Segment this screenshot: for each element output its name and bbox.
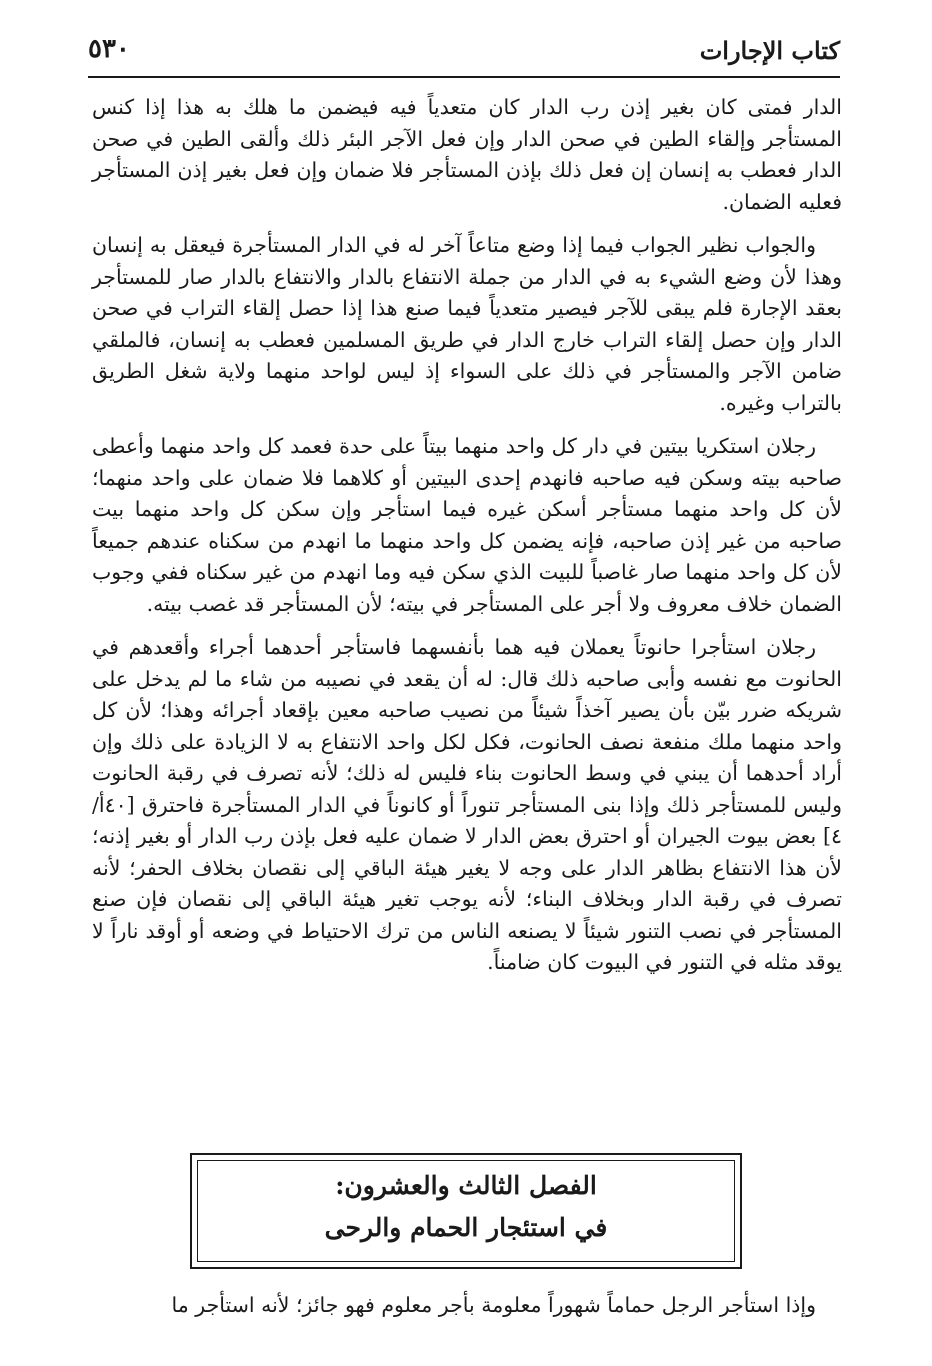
paragraph-2: والجواب نظير الجواب فيما إذا وضع متاعاً آخر له في الدار المستأجرة فيعقل به إنسان وهذا لأن وضع الشيء به في الدار من جملة الانتفاع بالدار والانتفاع بالدار صار للمستأجر بعقد الإجارة فلم يبقى للآجر فيصير متعدياً فيما صنع هذا إذا حصل إلقاء التراب في صحن الدار وإن حصل إلقاء التراب خارج الدار في طريق المسلمين فعطب به إنسان، فالملقي ضامن الآجر والمستأجر في ذلك على السواء إذ ليس لواحد منهما ولاية شغل الطريق بالتراب وغيره. — [92, 233, 842, 415]
page-number: ٥٣٠ — [88, 34, 130, 64]
chapter-title: في استئجار الحمام والرحى — [324, 1213, 608, 1242]
chapter-number: الفصل الثالث والعشرون: — [335, 1171, 597, 1200]
paragraph-1: الدار فمتى كان بغير إذن رب الدار كان متعدياً فيه فيضمن ما هلك به هذا إذا كنس المستأجر وإلقاء الطين في صحن الدار وإن فعل الآجر البئر ذلك وألقى الطين في صحن الدار فعطب به إنسان إن فعل ذلك بإذن المستأجر فلا ضمان وإن فعل بغير إذن المستأجر فعليه الضمان. — [92, 95, 842, 214]
paragraph-3: رجلان استكريا بيتين في دار كل واحد منهما بيتاً على حدة فعمد كل واحد منهما وأعطى صاحبه بيته وسكن فيه صاحبه فانهدم إحدى البيتين أو كلاهما فلا ضمان على واحد منهما؛ لأن كل واحد منهما مستأجر أسكن غيره فيما استأجر وإن سكن كل واحد منهما بيت صاحبه من غير إذن صاحبه، فإنه يضمن كل واحد منهما ما انهدم من سكناه عندهم جميعاً لأن كل واحد منهما صار غاصباً للبيت الذي سكن فيه وما انهدم من غير سكناه ففي وجوب الضمان خلاف معروف ولا أجر على المستأجر في بيته؛ لأن المستأجر قد غصب بيته. — [92, 434, 842, 616]
running-header — [88, 30, 840, 72]
chapter-heading-box — [190, 1153, 742, 1269]
main-text — [92, 92, 842, 991]
header-divider — [88, 76, 840, 78]
book-title: كتاب الإجارات — [699, 36, 840, 65]
chapter-first-line: وإذا استأجر الرجل حماماً شهوراً معلومة بأجر معلوم فهو جائز؛ لأنه استأجر ما — [171, 1293, 816, 1317]
paragraph-4: رجلان استأجرا حانوتاً يعملان فيه هما بأنفسهما فاستأجر أحدهما أجراء وأقعدهم في الحانوت مع نفسه وأبى صاحبه ذلك قال: له أن يقعد في نصيبه من شاء ما لم يدخل على شريكه ضرر بيّن بأن يصير آخذاً شيئاً من نصيب صاحبه معين بإقعاد أجرائه وهذا؛ لأن كل واحد منهما ملك منفعة نصف الحانوت، فكل لكل واحد الانتفاع به لا الزيادة على ذلك وإن أراد أحدهما أن يبني في وسط الحانوت بناء فليس له ذلك؛ لأنه تصرف في رقبة الحانوت وليس للمستأجر ذلك وإذا بنى المستأجر تنوراً أو كانوناً في الدار المستأجرة فاحترق [٤٠أ/ ٤] بعض بيوت الجيران أو احترق بعض الدار لا ضمان عليه فعل بإذن رب الدار أو بغير إذنه؛ لأن هذا الانتفاع بظاهر الدار على وجه لا يغير هيئة الباقي إلى نقصان بخلاف الحفر؛ لأنه تصرف في رقبة الدار وبخلاف البناء؛ لأنه يوجب تغير هيئة الباقي إلى نقصان فإن صنع المستأجر في نصب التنور شيئاً لا يصنعه الناس من ترك الاحتياط في وضعه أو أوقد ناراً لا يوقد مثله في التنور في البيوت كان ضامناً. — [92, 635, 842, 974]
